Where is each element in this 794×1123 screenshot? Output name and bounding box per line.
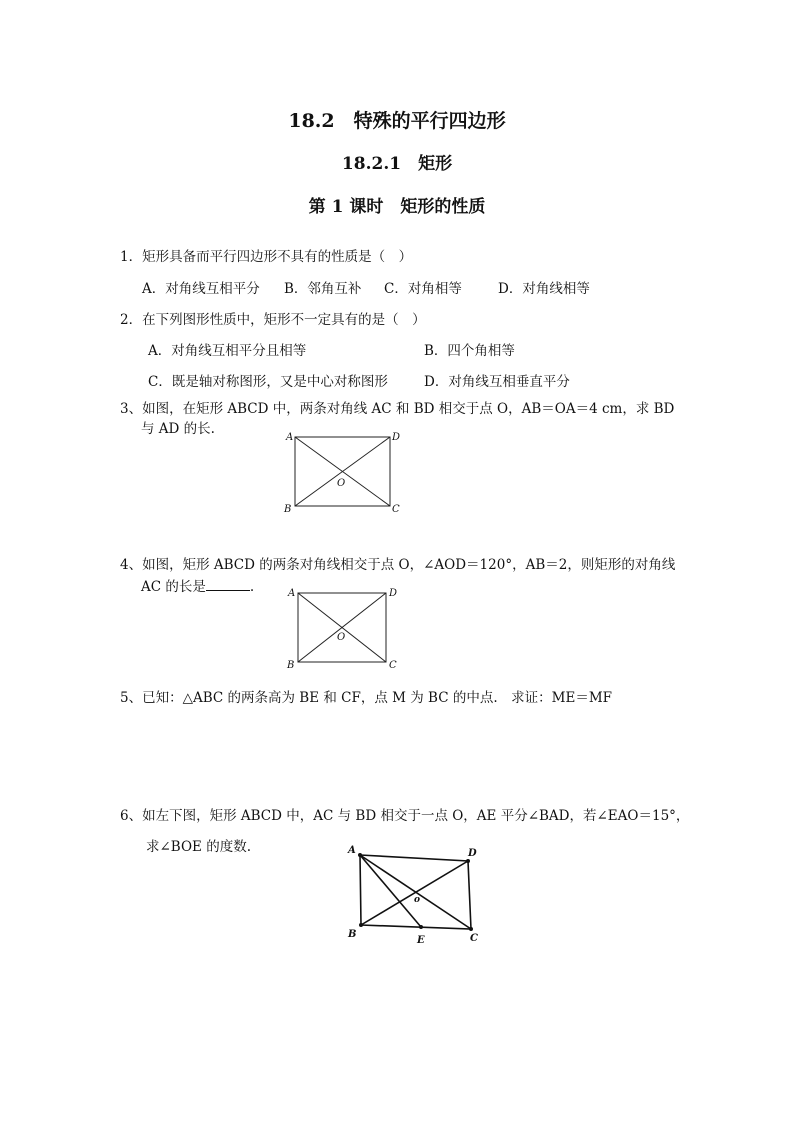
question-3-line-1: 3、如图，在矩形 ABCD 中，两条对角线 AC 和 BD 相交于点 O，AB＝OA＝4 cm，求 BD [120,401,675,417]
rectangle-abcd [298,593,386,662]
label-b: B [348,929,357,940]
label-a: A [288,588,296,599]
point-c [469,927,473,931]
point-d [466,859,470,863]
point-e [419,925,423,929]
question-4-line-2 [141,577,254,596]
question-6-line-2: 求∠BOE 的度数. [146,839,251,855]
question-1-option-a: A．对角线互相平分 [142,281,260,297]
question-2-option-d: D．对角线互相垂直平分 [424,374,570,390]
question-1-option-b: B．邻角互补 [284,281,362,297]
label-a: A [348,845,356,856]
question-1-option-c: C．对角相等 [384,281,462,297]
question-6-line-1: 6、如左下图，矩形 ABCD 中，AC 与 BD 相交于一点 O，AE 平分∠BAD，若∠EAO＝15°， [120,808,690,824]
label-c: C [389,660,397,671]
question-4-line-1: 4、如图，矩形 ABCD 的两条对角线相交于点 O，∠AOD＝120°，AB＝2，则矩形的对角线 [120,557,676,573]
diagonal-bd [295,437,390,506]
diagonal-ac [360,855,471,929]
label-o: O [337,478,346,489]
label-a: A [286,432,294,443]
label-o: O [337,632,346,643]
question-1-option-d: D．对角线相等 [498,281,590,297]
question-4-line-2-suffix: . [249,579,255,595]
label-d: D [392,432,401,443]
diagonal-bd [361,861,468,925]
answer-blank[interactable] [206,577,250,591]
question-3-line-2: 与 AD 的长. [141,421,215,437]
diagonal-ac [295,437,390,506]
rectangle-abcd [360,855,471,929]
label-o: o [414,895,421,905]
label-b: B [287,660,295,671]
question-2-option-a: A．对角线互相平分且相等 [148,343,307,359]
point-a [358,853,362,857]
section-title: 18.2 特殊的平行四边形 [288,110,506,132]
question-5-line-1: 5、已知：△ABC 的两条高为 BE 和 CF，点 M 为 BC 的中点. 求证：ME＝MF [120,690,613,706]
question-2-option-b: B．四个角相等 [424,343,515,359]
label-b: B [284,504,292,515]
rectangle-abcd [295,437,390,506]
diagonal-bd [298,593,386,662]
lesson-title: 第 1 课时 矩形的性质 [308,197,486,217]
label-d: D [468,848,477,859]
label-e: E [417,935,425,946]
question-1-stem: 1．矩形具备而平行四边形不具有的性质是（ ） [120,249,413,265]
question-4-line-2-prefix: AC 的长是 [141,579,206,595]
question-2-option-c: C．既是轴对称图形，又是中心对称图形 [148,374,388,390]
question-2-stem: 2．在下列图形性质中，矩形不一定具有的是（ ） [120,312,426,328]
segment-ae [360,855,421,927]
subsection-title: 18.2.1 矩形 [341,154,453,174]
label-d: D [389,588,398,599]
point-b [359,923,363,927]
diagonal-ac [298,593,386,662]
label-c: C [392,504,400,515]
label-c: C [470,933,478,944]
